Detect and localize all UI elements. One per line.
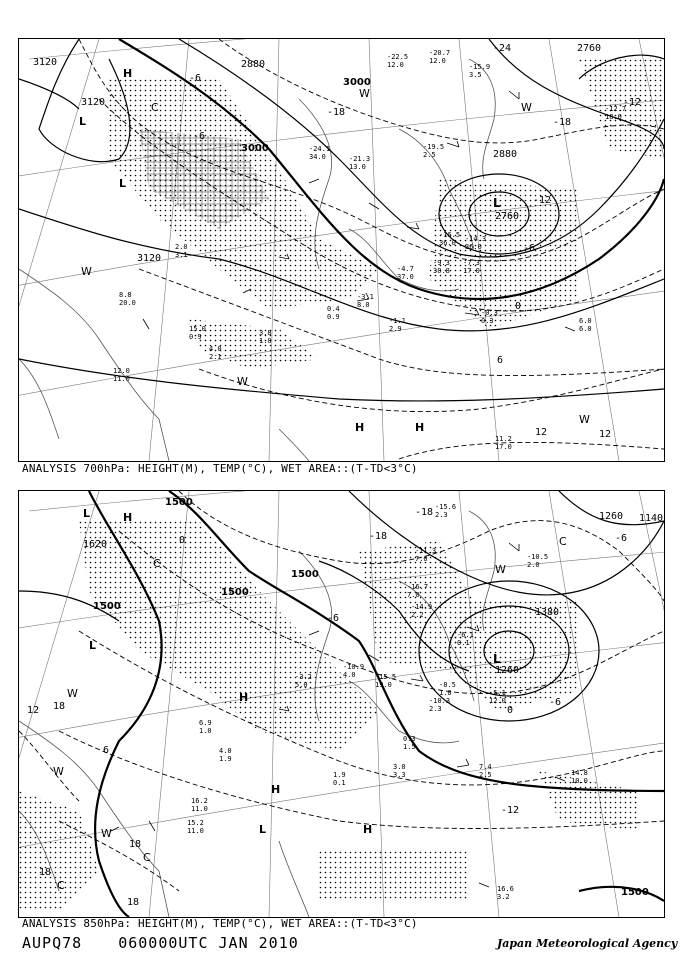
station-obs [357, 293, 374, 309]
bulletin-header [22, 934, 325, 952]
high-center: H [415, 421, 425, 434]
obs-value: 37.0 [397, 273, 414, 281]
obs-value: -10.9 [343, 663, 365, 671]
height-label: 1500 [221, 587, 249, 598]
wet-areas [19, 521, 639, 911]
warm-center: W [579, 413, 590, 426]
obs-value: 14.8 [571, 769, 588, 777]
height-label: 3000 [241, 143, 269, 154]
temp-label: -6 [189, 73, 202, 84]
obs-value: -10.3 [429, 697, 451, 705]
height-label: 1260 [495, 665, 520, 676]
chart-850hpa [18, 490, 665, 918]
obs-value: -5.1 [489, 689, 506, 697]
temp-label: 0 [179, 535, 186, 546]
height-label: 2880 [493, 149, 518, 160]
obs-value: 4.0 [219, 747, 232, 755]
obs-value: 3.5 [469, 71, 482, 79]
obs-value: -15.6 [435, 503, 457, 511]
height-label: 3120 [137, 253, 162, 264]
low-center: L [259, 823, 267, 836]
high-center: H [271, 783, 281, 796]
height-label: 2760 [577, 43, 602, 54]
obs-value: -14.9 [411, 603, 433, 611]
obs-value: 0.9 [327, 313, 340, 321]
height-label: 1140 [639, 513, 664, 524]
agency-credit: Japan Meteorological Agency [497, 937, 678, 950]
obs-value: -7.3 [463, 259, 480, 267]
obs-value: 1.0 [439, 689, 452, 697]
low-center: L [119, 177, 127, 190]
cold-center: C [57, 879, 65, 892]
temp-label: 18 [39, 867, 52, 878]
obs-value: -1.1 [389, 317, 406, 325]
obs-value: 1.9 [333, 771, 346, 779]
warm-center: W [81, 265, 92, 278]
station-obs [191, 797, 208, 813]
map-700hpa [19, 39, 664, 461]
low-center: L [493, 652, 501, 666]
obs-value: 6.0 [579, 317, 592, 325]
obs-value: 2.1 [209, 353, 222, 361]
obs-value: -10.5 [527, 553, 549, 561]
obs-value: 10.0 [571, 777, 588, 785]
warm-center: W [359, 87, 370, 100]
obs-value: 11.0 [113, 375, 130, 383]
temp-label: -18 [369, 531, 388, 542]
station-obs [327, 305, 340, 321]
station-obs [423, 143, 444, 159]
obs-value: 12.0 [387, 61, 404, 69]
obs-value: 19.0 [375, 681, 392, 689]
height-label: 1380 [535, 607, 560, 618]
station-obs [435, 503, 456, 519]
station-obs [219, 747, 232, 763]
station-obs [463, 259, 480, 275]
height-label: 2880 [241, 59, 266, 70]
low-center: L [83, 507, 91, 520]
obs-value: 16.6 [497, 885, 514, 893]
temp-label: 18 [127, 897, 140, 908]
height-label: 1620 [83, 539, 108, 550]
station-obs [375, 673, 396, 689]
warm-center: W [521, 101, 532, 114]
chart-code: AUPQ78 [22, 934, 83, 952]
obs-value: 2.9 [389, 325, 402, 333]
station-obs [259, 329, 272, 345]
obs-value: 3.2 [497, 893, 510, 901]
warm-center: W [495, 563, 506, 576]
height-label: 3120 [33, 57, 58, 68]
station-obs [113, 367, 130, 383]
obs-value: 36.0 [439, 239, 456, 247]
obs-value: 18.0 [605, 113, 622, 121]
obs-value: 7.0 [407, 591, 420, 599]
obs-value: -8.5 [439, 681, 456, 689]
obs-value: 0.9 [189, 333, 202, 341]
obs-value: 20.0 [119, 299, 136, 307]
temp-label: 0 [507, 705, 514, 716]
temp-label: 18 [129, 839, 142, 850]
station-obs [433, 259, 450, 275]
height-label: 3120 [81, 97, 106, 108]
cold-center: C [153, 557, 161, 570]
temp-label: 6 [103, 745, 110, 756]
obs-value: 3.3 [393, 771, 406, 779]
station-obs [199, 719, 212, 735]
height-label: 3000 [343, 77, 371, 88]
station-obs [187, 819, 204, 835]
obs-value: 17.0 [463, 267, 480, 275]
height-label: 1500 [291, 569, 319, 580]
temp-label: 12 [535, 427, 548, 438]
station-obs [333, 771, 346, 787]
station-obs [489, 689, 506, 705]
height-label: 1500 [165, 497, 193, 508]
obs-value: 2.5 [423, 151, 436, 159]
temp-label: -12 [501, 805, 520, 816]
obs-value: 2.2 [411, 611, 424, 619]
obs-value: -15.9 [469, 63, 491, 71]
obs-value: 2.3 [429, 705, 442, 713]
obs-value: 3.1 [175, 251, 188, 259]
obs-value: 8.0 [357, 301, 370, 309]
obs-value: 36.0 [465, 243, 482, 251]
low-center: L [79, 115, 87, 128]
obs-value: 6.9 [199, 719, 212, 727]
station-obs [439, 681, 456, 697]
height-label: 1260 [599, 511, 624, 522]
obs-value: 2.3 [435, 511, 448, 519]
obs-value: 11.0 [187, 827, 204, 835]
obs-value: -20.7 [429, 49, 451, 57]
obs-value: 7.0 [415, 555, 428, 563]
warm-center: W [53, 765, 64, 778]
temp-label: 12 [27, 705, 40, 716]
high-center: H [123, 511, 133, 524]
station-obs [429, 49, 450, 65]
obs-value: 0.3 [403, 735, 416, 743]
obs-value: 2.0 [175, 243, 188, 251]
station-obs [469, 63, 490, 79]
obs-value: -9.3 [433, 259, 450, 267]
cold-center: C [151, 101, 159, 114]
temp-label: -18 [327, 107, 346, 118]
obs-value: 15.0 [189, 325, 206, 333]
temp-label: -12 [623, 97, 642, 108]
caption-700hpa: ANALYSIS 700hPa: HEIGHT(M), TEMP(°C), WET AREA::(T-TD<3°C) [22, 462, 418, 475]
obs-value: 12.0 [113, 367, 130, 375]
temp-label: -12 [533, 195, 552, 206]
obs-value: 8.8 [119, 291, 132, 299]
station-obs [209, 345, 222, 361]
station-obs [175, 243, 188, 259]
temp-label: 12 [599, 429, 612, 440]
obs-value: 4.0 [343, 671, 356, 679]
obs-value: 2.5 [479, 771, 492, 779]
obs-value: -4.7 [397, 265, 414, 273]
high-center: H [363, 823, 373, 836]
station-obs [309, 145, 330, 161]
obs-value: 5.0 [295, 681, 308, 689]
obs-value: 0.3 [481, 317, 494, 325]
obs-value: 12.0 [429, 57, 446, 65]
obs-value: 11.2 [495, 435, 512, 443]
temp-label: -18 [415, 507, 434, 518]
temp-label: -6 [615, 533, 628, 544]
station-obs [403, 735, 416, 751]
high-center: H [239, 691, 249, 704]
obs-value: 12.0 [489, 697, 506, 705]
cold-center: C [143, 851, 151, 864]
obs-value: -0.3 [481, 309, 498, 317]
obs-value: 6.0 [579, 325, 592, 333]
obs-value: -16.7 [407, 583, 429, 591]
obs-value: 1.5 [403, 743, 416, 751]
station-obs [479, 763, 492, 779]
obs-value: 11.0 [191, 805, 208, 813]
temp-label: 18 [53, 701, 66, 712]
obs-value: -21.3 [349, 155, 371, 163]
temp-label: -6 [193, 131, 206, 142]
chart-700hpa [18, 38, 665, 462]
valid-time: 060000UTC JAN 2010 [118, 934, 299, 952]
caption-850hpa: ANALYSIS 850hPa: HEIGHT(M), TEMP(°C), WET AREA::(T-TD<3°C) [22, 917, 418, 930]
high-center: H [355, 421, 365, 434]
obs-value: 13.0 [349, 163, 366, 171]
obs-value: -24.1 [309, 145, 331, 153]
obs-value: 0.1 [457, 639, 470, 647]
obs-value: 34.0 [309, 153, 326, 161]
obs-value: 3.8 [259, 329, 272, 337]
obs-value: 2.0 [527, 561, 540, 569]
warm-center: W [237, 375, 248, 388]
station-obs [571, 769, 588, 785]
obs-value: -22.5 [387, 53, 409, 61]
height-label: 1500 [93, 601, 121, 612]
obs-value: -15.5 [375, 673, 397, 681]
high-center: H [123, 67, 133, 80]
low-center: L [89, 639, 97, 652]
station-obs [397, 265, 414, 281]
obs-value: 1.9 [219, 755, 232, 763]
map-850hpa [19, 491, 664, 917]
station-obs [343, 663, 364, 679]
obs-value: 17.0 [495, 443, 512, 451]
station-obs [527, 553, 548, 569]
obs-value: 30.8 [433, 267, 450, 275]
station-obs [497, 885, 514, 901]
station-obs [393, 763, 406, 779]
obs-value: 3.0 [393, 763, 406, 771]
obs-value: -3.1 [357, 293, 374, 301]
obs-value: -16.5 [439, 231, 461, 239]
station-obs [429, 697, 450, 713]
temp-label: 0 [515, 301, 522, 312]
station-obs [495, 435, 512, 451]
obs-value: 7.4 [479, 763, 492, 771]
temp-label: 6 [497, 355, 504, 366]
station-obs [119, 291, 136, 307]
low-center: L [493, 196, 501, 210]
obs-value: 1.0 [259, 337, 272, 345]
temp-label: -24 [493, 43, 512, 54]
station-obs [389, 317, 406, 333]
obs-value: -19.5 [423, 143, 445, 151]
station-obs [579, 317, 592, 333]
obs-value: 0.1 [333, 779, 346, 787]
obs-value: 0.4 [327, 305, 340, 313]
temp-label: -6 [523, 243, 536, 254]
station-obs [349, 155, 370, 171]
height-label: 1500 [621, 887, 649, 898]
obs-value: -12.7 [605, 105, 627, 113]
obs-value: 15.2 [187, 819, 204, 827]
temp-label: -6 [327, 613, 340, 624]
obs-value: 1.0 [199, 727, 212, 735]
temp-label: -18 [553, 117, 572, 128]
warm-center: W [101, 827, 112, 840]
station-obs [387, 53, 408, 69]
height-label: 2760 [495, 211, 520, 222]
obs-value: -6.1 [457, 631, 474, 639]
obs-value: 16.2 [191, 797, 208, 805]
obs-value: -3.2 [295, 673, 312, 681]
obs-value: -11.3 [415, 547, 437, 555]
cold-center: C [559, 535, 567, 548]
obs-value: 4.0 [209, 345, 222, 353]
obs-value: -14.3 [465, 235, 487, 243]
warm-center: W [67, 687, 78, 700]
temp-label: -6 [549, 697, 562, 708]
